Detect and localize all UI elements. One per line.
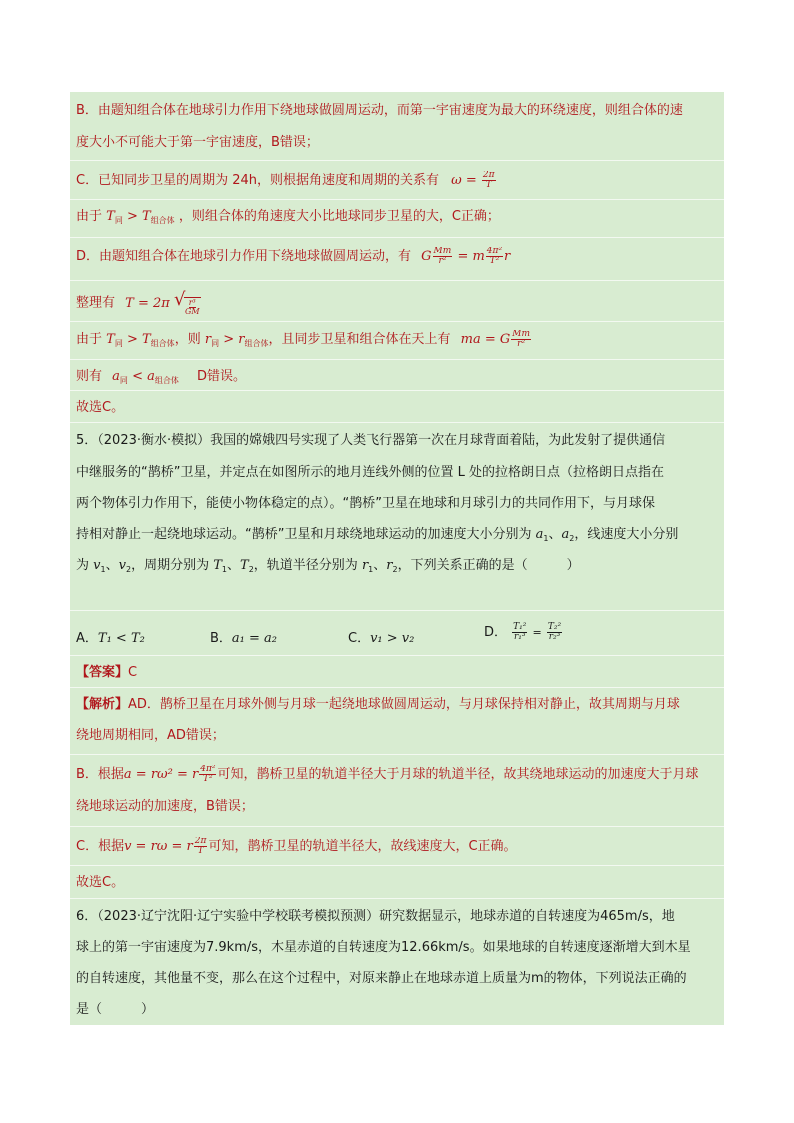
option-d-label: D． <box>484 625 508 640</box>
q5-line-3: 两个物体引力作用下，能使小物体稳定的点）。“鹊桥”卫星在地球和月球引力的共同作用下，与月球保 <box>76 496 655 511</box>
text-d3a: 由于 <box>76 332 103 347</box>
sub-2: 2 <box>248 565 254 574</box>
sub-combo-3: 组合体 <box>244 339 269 348</box>
math-gt-3: > <box>223 332 235 347</box>
analysis-line-1 <box>76 696 718 714</box>
row-divider <box>70 359 724 360</box>
analysis-a1: AD．鹊桥卫星在月球外侧与月球一起绕地球做圆周运动，与月球保持相对静止，故其周期与月球 <box>128 697 680 712</box>
sub-sync: 同 <box>114 216 123 225</box>
math-T-sync: T <box>106 209 115 224</box>
math-T-combo: T <box>142 209 151 224</box>
math-r1: r <box>361 558 369 573</box>
q5-line-4-tail: ，线速度大小分别 <box>574 527 679 542</box>
sub-combo-2: 组合体 <box>150 339 175 348</box>
frac-den: T² <box>489 256 500 266</box>
math-T2: T <box>240 558 249 573</box>
sep: 、 <box>373 558 387 573</box>
analysis-label: 【解析】 <box>76 697 129 712</box>
math-a-combo: a <box>147 369 155 384</box>
analysis-a3a: B．根据 <box>76 767 124 782</box>
text-d2a: 整理有 <box>76 295 116 311</box>
row-divider <box>70 898 724 899</box>
math-eq: = <box>532 626 542 639</box>
document-panel <box>70 92 724 1025</box>
row-divider <box>70 754 724 755</box>
option-d[interactable] <box>484 621 563 642</box>
sub-combo-4: 组合体 <box>154 376 179 385</box>
analysis-a5b: 可知，鹊桥卫星的轨道半径大，故线速度大，C正确。 <box>208 839 517 854</box>
sub-2: 2 <box>392 565 398 574</box>
frac-num: T₁² <box>513 622 527 632</box>
frac-den: r² <box>517 339 526 349</box>
frac-den: T² <box>203 774 213 784</box>
frac-num: 4π² <box>486 247 503 256</box>
analysis-line-2: 绕地周期相同，AD错误； <box>76 728 225 743</box>
frac-den: T <box>197 846 204 856</box>
math-T-combo-2: T <box>142 332 151 347</box>
math-v1: v <box>93 558 101 573</box>
text-d4a: 则有 <box>76 369 103 384</box>
frac-num: T₂² <box>547 622 562 632</box>
frac-num: Mm <box>433 247 452 256</box>
text-line-c1 <box>76 171 718 190</box>
frac-T2-r2 <box>547 623 562 642</box>
frac-den: T <box>485 180 492 190</box>
option-c[interactable] <box>348 627 414 646</box>
sep: 、 <box>105 558 119 573</box>
analysis-line-4: 绕地球运动的加速度，B错误； <box>76 799 254 814</box>
math-a1: a <box>535 527 544 542</box>
text-d1a: D．由题知组合体在地球引力作用下绕地球做圆周运动，有 <box>76 249 412 264</box>
q5-line-5b: ，周期分别为 <box>131 558 210 573</box>
row-divider <box>70 610 724 611</box>
text-select-1: 故选C。 <box>76 400 125 415</box>
answer-value: C <box>128 665 138 680</box>
math-a-eq: a = rω² = r <box>123 767 199 782</box>
text-line-d3 <box>76 330 718 353</box>
row-divider <box>70 422 724 423</box>
option-b[interactable] <box>210 627 277 646</box>
row-divider <box>70 655 724 656</box>
sub-sync-3: 同 <box>211 339 220 348</box>
math-a2: a <box>561 527 570 542</box>
option-b-expr: a₁ = a₂ <box>231 631 278 646</box>
text-c2b: ，则组合体的角速度大小比地球同步卫星的大，C正确； <box>178 209 500 224</box>
math-v-eq: v = rω = r <box>124 839 193 854</box>
sep: 、 <box>548 527 562 542</box>
q5-line-5d: ，下列关系正确的是（ ） <box>397 558 580 573</box>
frac-den: GM <box>184 307 200 314</box>
frac-num: Mm <box>512 330 531 339</box>
math-G: G <box>421 249 432 264</box>
math-gt: > <box>126 209 138 224</box>
sub-combo: 组合体 <box>150 216 175 225</box>
text-d3c: ，且同步卫星和组合体在天上有 <box>268 332 451 347</box>
math-ma: ma = <box>460 332 496 347</box>
answer-label: 【答案】 <box>76 665 129 680</box>
sep: 、 <box>227 558 241 573</box>
frac-2pi-T-c <box>194 837 208 856</box>
math-gt-2: > <box>126 332 138 347</box>
frac-4pi2-T2-b <box>199 765 216 784</box>
text-line-d4 <box>76 368 718 390</box>
text-line-d1 <box>76 247 718 266</box>
option-a-expr: T₁ < T₂ <box>97 631 145 646</box>
text-d4b: D错误。 <box>197 369 247 384</box>
option-c-label: C． <box>348 631 371 646</box>
q6-line-3: 的自转速度，其他量不变，那么在这个过程中，对原来静止在地球赤道上质量为m的物体，下列说法正确的 <box>76 971 687 986</box>
text-c1: C．已知同步卫星的周期为 24h，则根据角速度和周期的关系有 <box>76 173 439 188</box>
frac-Mm-r2 <box>433 247 453 266</box>
option-b-label: B． <box>210 631 232 646</box>
frac-den: r₂³ <box>548 632 561 642</box>
math-T-eq: T = 2π <box>125 295 170 311</box>
math-T1: T <box>213 558 222 573</box>
text-select-2: 故选C。 <box>76 875 125 890</box>
q6-line-1: 6．（2023·辽宁沈阳·辽宁实验中学校联考模拟预测）研究数据显示，地球赤道的自转速度为465m/s，地 <box>76 909 675 924</box>
math-r2: r <box>386 558 393 573</box>
math-G-2: G <box>499 332 511 347</box>
sqrt-r3-GM <box>174 290 201 314</box>
math-omega: ω = <box>451 173 477 188</box>
frac-num: r³ <box>188 298 196 307</box>
text-line-c2 <box>76 208 718 230</box>
analysis-a5a: C．根据 <box>76 839 125 854</box>
math-r-sync: r <box>204 332 212 347</box>
sub-1: 1 <box>543 534 549 543</box>
text-line-b2: 度大小不可能大于第一宇宙速度，B错误； <box>76 135 319 150</box>
sub-sync-2: 同 <box>114 339 123 348</box>
sub-sync-4: 同 <box>119 376 128 385</box>
frac-T1-r1 <box>512 623 527 642</box>
frac-num: 2π <box>194 837 207 846</box>
q5-line-5a: 为 <box>76 558 90 573</box>
sqrt-sign-icon: √ <box>173 290 186 310</box>
row-divider <box>70 826 724 827</box>
frac-Mm-r2-2 <box>511 330 531 349</box>
row-divider <box>70 199 724 200</box>
q5-line-2: 中继服务的“鹊桥”卫星，并定点在如图所示的地月连线外侧的位置 L 处的拉格朗日点（拉格朗日点指在 <box>76 465 664 480</box>
analysis-line-3 <box>76 765 718 784</box>
option-a-label: A． <box>76 631 98 646</box>
frac-num: 4π² <box>200 765 216 774</box>
q6-line-2: 球上的第一宇宙速度为7.9km/s，木星赤道的自转速度为12.66km/s。如果地球的自转速度逐渐增大到木星 <box>76 940 691 955</box>
frac-num: 2π <box>482 171 495 180</box>
option-c-expr: v₁ > v₂ <box>370 631 415 646</box>
math-eq-m: = m <box>457 249 485 264</box>
sub-1: 1 <box>100 565 106 574</box>
math-r: r <box>504 249 511 264</box>
math-lt: < <box>132 369 143 384</box>
text-c2a: 由于 <box>76 209 103 224</box>
q6-line-4: 是（ ） <box>76 1002 155 1017</box>
frac-den: r² <box>438 256 447 266</box>
math-r-combo: r <box>238 332 245 347</box>
text-line-b1: B．由题知组合体在地球引力作用下绕地球做圆周运动，而第一宇宙速度为最大的环绕速度，则组合体的速 <box>76 103 683 118</box>
answer-line <box>76 664 718 682</box>
frac-2pi-T <box>482 171 496 190</box>
text-line-d2 <box>76 290 718 314</box>
math-v2: v <box>118 558 126 573</box>
row-divider <box>70 280 724 281</box>
sub-2: 2 <box>125 565 132 574</box>
analysis-a3b: 可知，鹊桥卫星的轨道半径大于月球的轨道半径，故其绕地球运动的加速度大于月球 <box>217 767 699 782</box>
row-divider <box>70 321 724 322</box>
q5-line-1: 5．（2023·衡水·模拟）我国的嫦娥四号实现了人类飞行器第一次在月球背面着陆，为此发射了提供通信 <box>76 433 666 448</box>
row-divider <box>70 390 724 391</box>
frac-den: r₁³ <box>514 632 526 642</box>
sub-1: 1 <box>221 565 227 574</box>
q5-line-5c: ，轨道半径分别为 <box>253 558 358 573</box>
row-divider <box>70 687 724 688</box>
analysis-line-5 <box>76 837 718 856</box>
sub-1: 1 <box>368 565 374 574</box>
q5-line-4 <box>76 526 718 548</box>
row-divider <box>70 160 724 161</box>
frac-4pi2-T2 <box>486 247 503 266</box>
q5-line-5 <box>76 557 718 579</box>
text-d3b: ，则 <box>174 332 201 347</box>
q5-line-4-text: 持相对静止一起绕地球运动。“鹊桥”卫星和月球绕地球运动的加速度大小分别为 <box>76 527 532 542</box>
math-T-sync-2: T <box>106 332 115 347</box>
option-a[interactable] <box>76 627 145 646</box>
row-divider <box>70 237 724 238</box>
math-a-sync: a <box>112 369 120 384</box>
sub-2: 2 <box>569 534 575 543</box>
row-divider <box>70 865 724 866</box>
